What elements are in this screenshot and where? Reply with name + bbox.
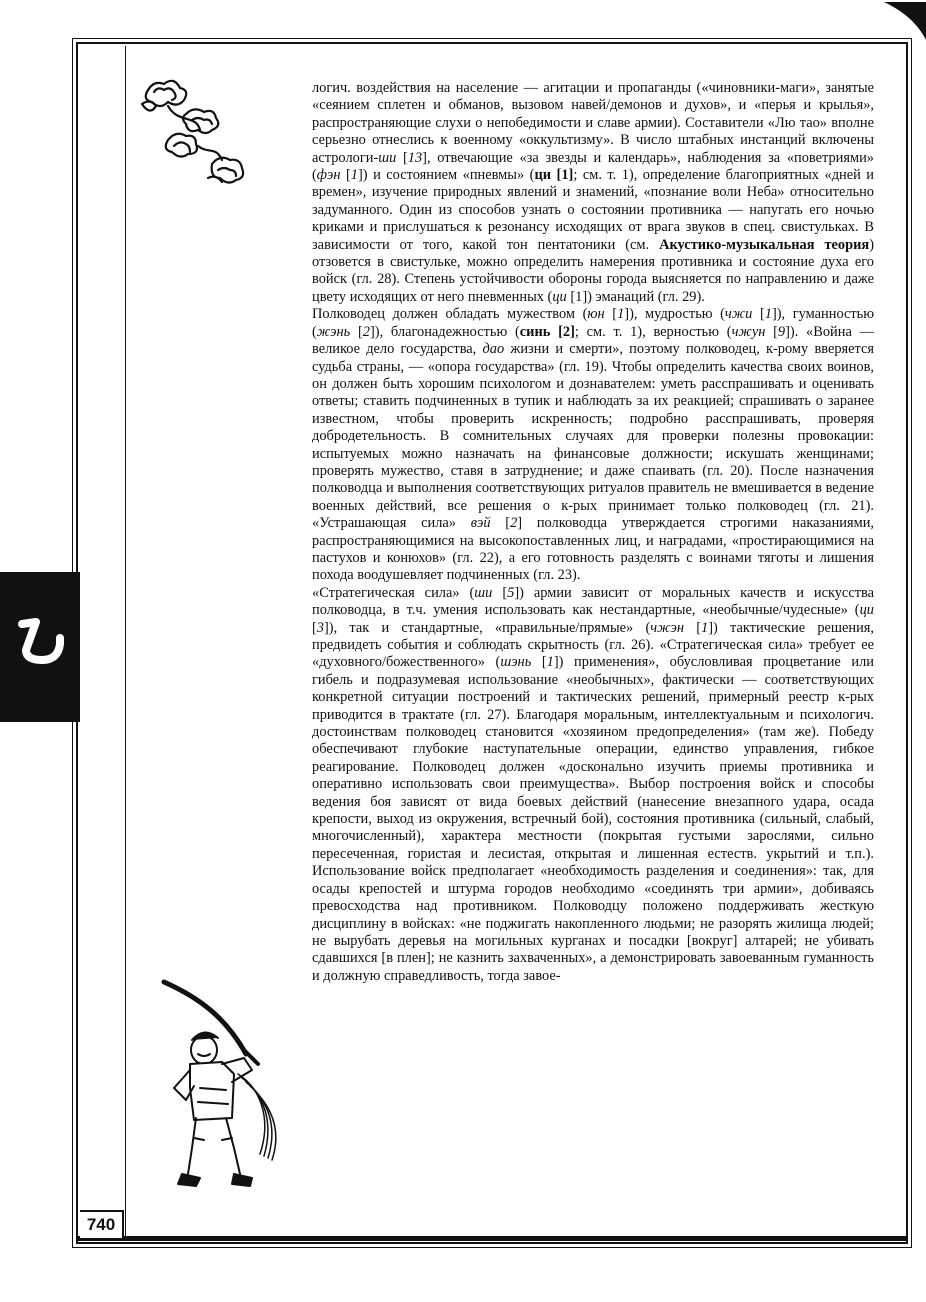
page-number: 740 — [80, 1210, 124, 1238]
warrior-illustration-icon — [160, 978, 290, 1196]
text-run: ] полководца утверждается строгими наказаниями, распространяющимися на высокопоставленных лиц, и наградами, «простирающимися на пастухов и конюхов» (гл. 22), а его готовность разделять с воинами тяготы и лишения похода воодушевляет подчиненных (гл. 23). — [312, 515, 874, 584]
italic-term: жэнь — [316, 323, 351, 340]
italic-term: 1 — [764, 306, 772, 323]
italic-term: ши — [474, 584, 493, 601]
italic-term: 3 — [316, 619, 324, 636]
bold-term: [1] — [556, 167, 574, 184]
text-run: ]) применения», обусловливая процветание или гибель и подразумевая использование «необычных», фактически — соответствующих конкретной ситуации построений и тактических решений, примерный реестр к-рых приводится в трактате (гл. 27). Благодаря моральным, интеллектуальным и психологич. достоинствам полководец становится «хозяином предопределения» (там же). Победу обеспечивают глубокие наступательные операции, единство управления, гибкое реагирование. Полководец должен «досконально изучить приемы противника и оперативно использовать свои преимущества». Выбор построения войск и способы ведения боя зависят от вида боевых действий (нанесение внезапного удара, осада крепости, выход из окружения, встречный бой), состояния противника (сильный, слабый, многочисленный), характера местности (покрытая густыми зарослями, сильно пересеченная, гористая и лесистая, открытая и лишенная естеств. укрытий и т.п.). Использование войск предполагает «необходимость разделения и соединения»: так, для осады крепостей и штурма городов необходимо «соединять три армии», добиваясь превосходства над противником. Полководцу положено поддерживать жесткую дисциплину в войсках: «не поджигать накопленного людьми; не разорять жилища людей; не вырубать деревья на могильных курганах и посадки [вокруг] алтарей; не убивать сдавшихся [в плен]; не казнить захваченных», а демонстрировать завоеванным гуманность и должную справедливость, тогда завое- — [312, 654, 874, 984]
text-run: логич. воздействия на население — агитации и пропаганды («чиновники-маги», занятые «сеянием сплетен и обманов, вызовом навей/демонов и духов», и «перья и крылья», распространяющие слухи о непобедимости и славе армии). Составители «Лю тао» вполне серьезно отнеслись к военному «оккультизму». В число штабных инстанций включены астрологи- — [312, 80, 874, 166]
text-run: ; см. т. 1), верностью ( — [574, 323, 732, 340]
paragraph — [312, 306, 874, 585]
italic-term: дао — [482, 341, 505, 358]
text-run: ]), так и стандартные, «правильные/прямые» ( — [324, 619, 651, 636]
text-run: ]). «Война — великое дело государства, — [312, 323, 874, 358]
text-run: [ — [492, 584, 508, 601]
text-run: [ — [340, 167, 351, 184]
italic-term: 1 — [617, 306, 625, 323]
text-run: [ — [312, 619, 317, 636]
italic-term: юн — [587, 306, 605, 323]
italic-term: чжэн — [650, 619, 684, 636]
text-run: [ — [752, 306, 765, 323]
bottom-rule — [76, 1236, 908, 1241]
margin-rule — [125, 46, 126, 1238]
italic-term: чжи — [724, 306, 753, 323]
italic-term: 1 — [350, 167, 358, 184]
side-tab-glyph-icon — [14, 610, 70, 670]
bold-term: ци — [534, 167, 552, 184]
paragraph — [312, 80, 874, 306]
text-run: ) отзовется в свистульке, можно определить намерения противника и состояние духа его войск (гл. 28). Степень устойчивости обороны города выясняется по направлению и даже цвету исходящих от него пневменных ( — [312, 236, 874, 305]
text-run: ]) армии зависит от моральных качеств и искусства полководца, в т.ч. умения использовать как нестандартные, «необычные/чудесные» ( — [312, 584, 874, 619]
body-text — [312, 80, 874, 985]
text-run: ], отвечающие «за звезды и календарь», наблюдения за «поветриями» ( — [312, 149, 875, 184]
italic-term: ши — [378, 149, 397, 166]
text-run: ; см. т. 1), определение благоприятных «дней и времен», изучение природных явлений и знамений, «познание воли Неба» относительно задуманного. Один из способов узнать о состоянии противника — напугать его ночью криками и прислушаться к резонансу исходящих от врага звуков в спец. свистульках. В зависимости от того, какой тон пентатоники (см. — [312, 167, 874, 253]
text-run: [ — [765, 323, 778, 340]
italic-term: 13 — [407, 149, 423, 166]
text-run: ]), гуманностью ( — [312, 306, 874, 340]
text-run: «Стратегическая сила» ( — [312, 584, 475, 601]
italic-term: 2 — [510, 515, 518, 532]
bold-term: синь [2] — [519, 323, 575, 340]
text-run: Полководец должен обладать мужеством ( — [312, 306, 588, 323]
italic-term: вэй — [470, 515, 491, 532]
text-run: ]) и состоянием «пневмы» ( — [358, 167, 535, 184]
cloud-ornament-icon — [138, 74, 250, 198]
italic-term: 1 — [546, 654, 554, 671]
text-run: [ — [531, 654, 547, 671]
text-run: [1]) эманаций (гл. 29). — [566, 288, 705, 305]
text-run: [ — [490, 515, 511, 532]
italic-term: ци — [859, 602, 874, 619]
italic-term: 5 — [507, 584, 515, 601]
text-run: ]), благонадежностью ( — [369, 323, 520, 340]
italic-term: 1 — [701, 619, 709, 636]
text-run: жизни и смерти», поэтому полководец, к-рому вверяется судьба страны, — «опора государства» (гл. 19). Чтобы определить качества своих воинов, он должен быть хорошим психологом и дознавателем: уметь расспрашивать и оценивать ответы; ставить подчиненных в тупик и наблюдать за их реакцией; спрашивать о заранее известном, чтобы проверить искренность; подробно расспрашивать, проверяя добродетельность. В сомнительных случаях для проверки полезны провокации: испытуемых можно назначать на финансовые должности; искушать женщинами; проверять мужество, ставя в затруднение; и даже спаивать (гл. 20). После назначения полководца и выполнения соответствующих ритуалов правитель не вмешивается в ведение военных действий, все решения о к-рых принимает только полководец (гл. 21). «Устрашающая сила» — [312, 341, 875, 532]
italic-term: 2 — [362, 323, 370, 340]
italic-term: шэнь — [500, 654, 532, 671]
italic-term: фэн — [316, 167, 341, 184]
text-run: [ — [396, 149, 408, 166]
bold-term: Акустико-музыкальная теория — [659, 236, 870, 253]
text-run: [ — [350, 323, 363, 340]
italic-term: чжун — [731, 323, 766, 340]
italic-term: 9 — [777, 323, 786, 340]
text-run: ]) тактические решения, предвидеть события и соблюдать скрытность (гл. 26). «Стратегическая сила» требует ее «духовного/божественного» ( — [312, 619, 875, 671]
corner-mark — [866, 0, 926, 40]
text-run: ]), мудростью ( — [624, 306, 725, 323]
text-run: [ — [684, 619, 702, 636]
italic-term: ци — [552, 288, 567, 305]
text-run: [ — [604, 306, 618, 323]
paragraph — [312, 585, 874, 985]
